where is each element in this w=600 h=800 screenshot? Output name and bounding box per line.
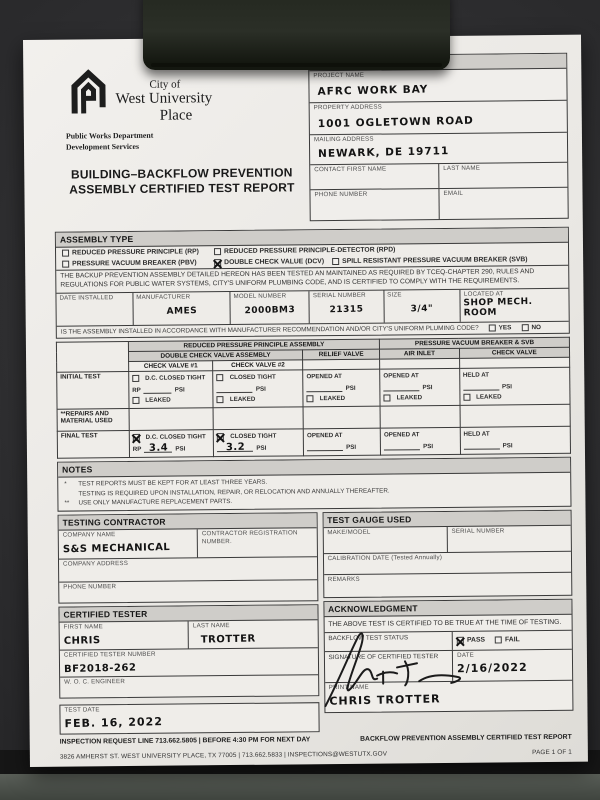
initial-relief-leaked-checkbox (307, 396, 314, 403)
company-name-row (59, 528, 317, 559)
tester-number-value: BF2018-262 (63, 662, 137, 675)
remarks-field: REMARKS (327, 575, 360, 583)
final-cv1-closed-checkbox (133, 434, 140, 441)
air-inlet-header: AIR INLET (380, 349, 460, 360)
project-name-label: PROJECT NAME (313, 71, 365, 80)
check-valve-1-header: CHECK VALVE #1 (128, 361, 213, 372)
print-name-value: CHRIS TROTTER (328, 692, 441, 708)
woc-engineer-field: W. O. C. ENGINEER (64, 677, 126, 686)
repairs-cell (460, 405, 571, 428)
dcv-checkbox (214, 259, 221, 266)
gauge-make-model-field: MAKE/MODEL (323, 527, 447, 553)
mailing-address-field (310, 133, 567, 165)
final-test-label: FINAL TEST (57, 431, 129, 459)
final-relief-cell: OPENED AT PSI (303, 428, 380, 456)
test-gauge-header: TEST GAUGE USED (323, 511, 571, 528)
tester-first-name-value: CHRIS (63, 634, 101, 647)
test-date-value: FEB. 16, 2022 (64, 714, 164, 731)
notes-header: NOTES (58, 458, 570, 478)
initial-cv2-cell: CLOSED TIGHT PSI LEAKED (213, 370, 303, 408)
company-name-value: S&S MECHANICAL (62, 541, 171, 556)
accordance-no: NO (521, 324, 541, 331)
signature-date-row (324, 650, 572, 683)
agency-block (53, 55, 310, 223)
acknowledgment-statement: THE ABOVE TEST IS CERTIFIED TO BE TRUE AT THE TIME OF TESTING. (324, 615, 572, 634)
initial-test-row (57, 368, 570, 410)
initial-air-inlet-cell: OPENED AT PSI LEAKED (380, 369, 460, 407)
initial-check-valve-cell: HELD AT PSI LEAKED (459, 368, 570, 406)
department-line: Public Works Department (65, 130, 154, 141)
test-status-label: BACKFLOW TEST STATUS (324, 632, 453, 651)
certification-statement: THE BACKUP PREVENTION ASSEMBLY DETAILED HEREON HAS BEEN TESTED AN MAINTAINED AS REQUIRED BY TCEQ-CHAPTER 290, RULES AND REGULATIONS FOR PUBLIC WATER SYSTEMS, CITY'S UNIFORM PLUMBING CODE, AND IS CERTIFIED TO COMPLY WITH THE REQUIREMENTS. (56, 265, 568, 293)
testing-contractor-header: TESTING CONTRACTOR (59, 513, 317, 530)
repairs-label: **REPAIRS AND MATERIAL USED (57, 409, 129, 432)
assembly-option-svb: SPILL RESISTANT PRESSURE VACUUM BREAKER (SVB) (332, 256, 527, 265)
install-info-row (56, 288, 568, 326)
pass-checkbox (457, 637, 464, 644)
assembly-option-rpd: REDUCED PRESSURE PRINCIPLE-DETECTOR (RPD) (214, 246, 395, 255)
located-at-field: LOCATED AT SHOP MECH. ROOM (463, 290, 534, 319)
final-test-row (57, 427, 570, 459)
note-item: TESTING IS REQUIRED UPON INSTALLATION, REPAIR, OR RELOCATION AND ANNUALLY THEREAFTER. (78, 487, 390, 498)
mailing-address-value: NEWARK, DE 19711 (317, 145, 450, 160)
tester-last-name-value: TROTTER (200, 633, 257, 646)
yes-checkbox (489, 325, 496, 332)
table-surface (0, 774, 600, 800)
initial-check-leaked-checkbox (463, 394, 470, 401)
signature-date-value: 2/16/2022 (457, 660, 529, 676)
model-number-field: MODEL NUMBER 2000BM3 (230, 292, 310, 325)
note-item: ** USE ONLY MANUFACTURE REPLACEMENT PARTS. (64, 497, 233, 507)
print-name-field: PRINT NAME CHRIS TROTTER (328, 683, 441, 708)
tester-number-field: CERTIFIED TESTER NUMBER BF2018-262 (60, 648, 318, 677)
final-cv2-psi-line (217, 443, 253, 452)
repairs-cell (129, 408, 214, 431)
signature-date-field: DATE 2/16/2022 (457, 651, 529, 676)
check-valve-2-header: CHECK VALVE #2 (213, 360, 303, 371)
contractor-phone-field: PHONE NUMBER (63, 582, 117, 591)
tester-last-name-field: LAST NAME TROTTER (192, 621, 257, 646)
assembly-option-pbv: PRESSURE VACUUM BREAKER (PBV) (62, 259, 214, 267)
test-date-box: TEST DATE FEB. 16, 2022 (59, 702, 319, 734)
assembly-type-header: ASSEMBLY TYPE (56, 228, 568, 248)
initial-cv2-closed-checkbox (217, 374, 224, 381)
acknowledgment-section (323, 599, 574, 714)
initial-cv1-cell: D.C. CLOSED TIGHT RP PSI LEAKED (129, 371, 214, 409)
contact-phone-email-row (310, 188, 567, 220)
no-checkbox (521, 325, 528, 332)
final-air-inlet-cell: OPENED AT PSI (380, 428, 460, 456)
registration-number-field: CONTRACTOR REGISTRATION NUMBER. (201, 529, 298, 546)
final-cv1-cell: D.C. CLOSED TIGHT RP 3.4 PSI (129, 430, 214, 458)
footer-address-row (60, 749, 574, 761)
rpd-checkbox (214, 248, 221, 255)
gauge-make-serial-row (323, 526, 571, 554)
certified-tester-section (58, 604, 318, 698)
manufacturer-field: MANUFACTURER AMES (133, 292, 231, 325)
test-results-table (56, 337, 571, 459)
city-name-line: West University (115, 90, 213, 108)
backflow-test-report-form (23, 35, 588, 767)
test-gauge-section (322, 510, 572, 598)
pass-option: PASS (457, 637, 485, 644)
final-cv2-cell: CLOSED TIGHT 3.2 PSI (214, 429, 304, 457)
pvb-svb-header: PRESSURE VACUUM BREAKER & SVB (380, 338, 570, 350)
initial-cv2-psi-line (217, 384, 253, 393)
rp-checkbox (62, 250, 69, 257)
check-valve-header: CHECK VALVE (459, 348, 569, 359)
testing-contractor-section (58, 512, 318, 603)
phone-number-field: PHONE NUMBER (310, 189, 439, 220)
inspection-request-line: INSPECTION REQUEST LINE 713.662.5805 | BEFORE 4:30 PM FOR NEXT DAY (59, 736, 311, 746)
pass-fail-field (453, 631, 572, 650)
tester-name-row (60, 620, 318, 650)
relief-valve-header: RELIEF VALVE (303, 349, 380, 360)
page-number: PAGE 1 OF 1 (532, 748, 572, 756)
repairs-cell (380, 406, 460, 429)
initial-relief-cell: OPENED AT PSI LEAKED (303, 369, 380, 407)
assembly-option-dcv: DOUBLE CHECK VALUE (DCV) (214, 258, 332, 266)
signature-field: SIGNATURE OF CERTIFIED TESTER (324, 651, 453, 682)
city-name (115, 78, 212, 125)
accordance-yes: YES (489, 325, 512, 332)
initial-cv1-leaked-checkbox (132, 397, 139, 404)
notes-section (57, 457, 571, 511)
svb-checkbox (332, 258, 339, 265)
fail-checkbox (495, 637, 502, 644)
final-cv1-psi-line (144, 444, 172, 453)
mailing-address-label: MAILING ADDRESS (313, 135, 374, 144)
city-name-line: Place (159, 107, 193, 124)
form-header (53, 53, 569, 224)
project-name-field (309, 69, 566, 103)
final-cv2-closed-checkbox (217, 433, 224, 440)
final-cv1-psi-value: 3.4 (148, 442, 169, 455)
calibration-date-field: CALIBRATION DATE (Tested Annually) (324, 552, 572, 575)
department-line: Development Services (65, 141, 140, 152)
gauge-serial-field: SERIAL NUMBER (451, 527, 505, 535)
final-cv2-psi-value: 3.2 (225, 442, 246, 454)
certified-tester-header: CERTIFIED TESTER (59, 605, 317, 622)
contact-first-name-field: CONTACT FIRST NAME (310, 164, 439, 189)
repairs-cell (303, 406, 380, 429)
company-name-field: COMPANY NAME S&S MECHANICAL (59, 529, 198, 558)
project-name-value: AFRC WORK BAY (317, 83, 429, 98)
note-item: * TEST REPORTS MUST BE KEPT FOR AT LEAST THREE YEARS. (64, 479, 268, 489)
repairs-cell (213, 407, 303, 430)
department-lines (54, 129, 309, 152)
acknowledgment-header: ACKNOWLEDGMENT (324, 600, 572, 617)
clipboard-clip (143, 0, 450, 70)
table-corner-cell (56, 342, 128, 373)
final-check-valve-cell: HELD AT PSI (460, 427, 571, 455)
dcv-assembly-header: DOUBLE CHECK VALVE ASSEMBLY (128, 350, 302, 362)
contact-last-name-field: LAST NAME (443, 164, 481, 172)
initial-cv1-psi-line (144, 385, 172, 394)
city-name-line: City of (149, 78, 181, 91)
assembly-option-rp: REDUCED PRESSURE PRINCIPLE (RP) (62, 248, 214, 256)
pbv-checkbox (62, 261, 69, 268)
initial-air-leaked-checkbox (384, 395, 391, 402)
contact-name-row (310, 163, 567, 190)
form-title: BUILDING–BACKFLOW PREVENTION ASSEMBLY CERTIFIED TEST REPORT (69, 165, 295, 197)
initial-cv2-leaked-checkbox (217, 396, 224, 403)
property-address-value: 1001 OGLETOWN ROAD (317, 114, 474, 131)
date-installed-field: DATE INSTALLED (56, 293, 133, 326)
rpp-assembly-header: REDUCED PRESSURE PRINCIPLE ASSEMBLY (128, 339, 379, 351)
size-field: SIZE 3/4" (384, 290, 461, 323)
footer-bold-row (60, 734, 574, 746)
email-field: EMAIL (443, 189, 464, 197)
city-address-line: 3826 AMHERST ST. WEST UNIVERSITY PLACE, TX 77005 | 713.662.5833 | INSPECTIONS@WESTUTX.GOV (59, 750, 388, 761)
initial-cv1-closed-checkbox (132, 375, 139, 382)
report-name-footer: BACKFLOW PREVENTION ASSEMBLY CERTIFIED TEST REPORT (360, 733, 572, 743)
property-section (308, 53, 569, 221)
serial-number-field: SERIAL NUMBER 21315 (310, 291, 385, 324)
accordance-question: IS THE ASSEMBLY INSTALLED IN ACCORDANCE WITH MANUFACTURER RECOMMENDATION AND/OR CITY'S UNIFORM PLUMING CODE? (60, 325, 479, 337)
city-logo-icon (67, 69, 110, 125)
assembly-type-section (55, 227, 570, 339)
tester-first-name-field: FIRST NAME CHRIS (60, 621, 190, 649)
company-address-field: COMPANY ADDRESS (59, 557, 317, 582)
test-status-row (324, 631, 572, 652)
property-address-field (310, 101, 567, 135)
property-address-label: PROPERTY ADDRESS (313, 103, 383, 112)
fail-option: FAIL (495, 637, 520, 644)
initial-test-label: INITIAL TEST (57, 372, 129, 410)
